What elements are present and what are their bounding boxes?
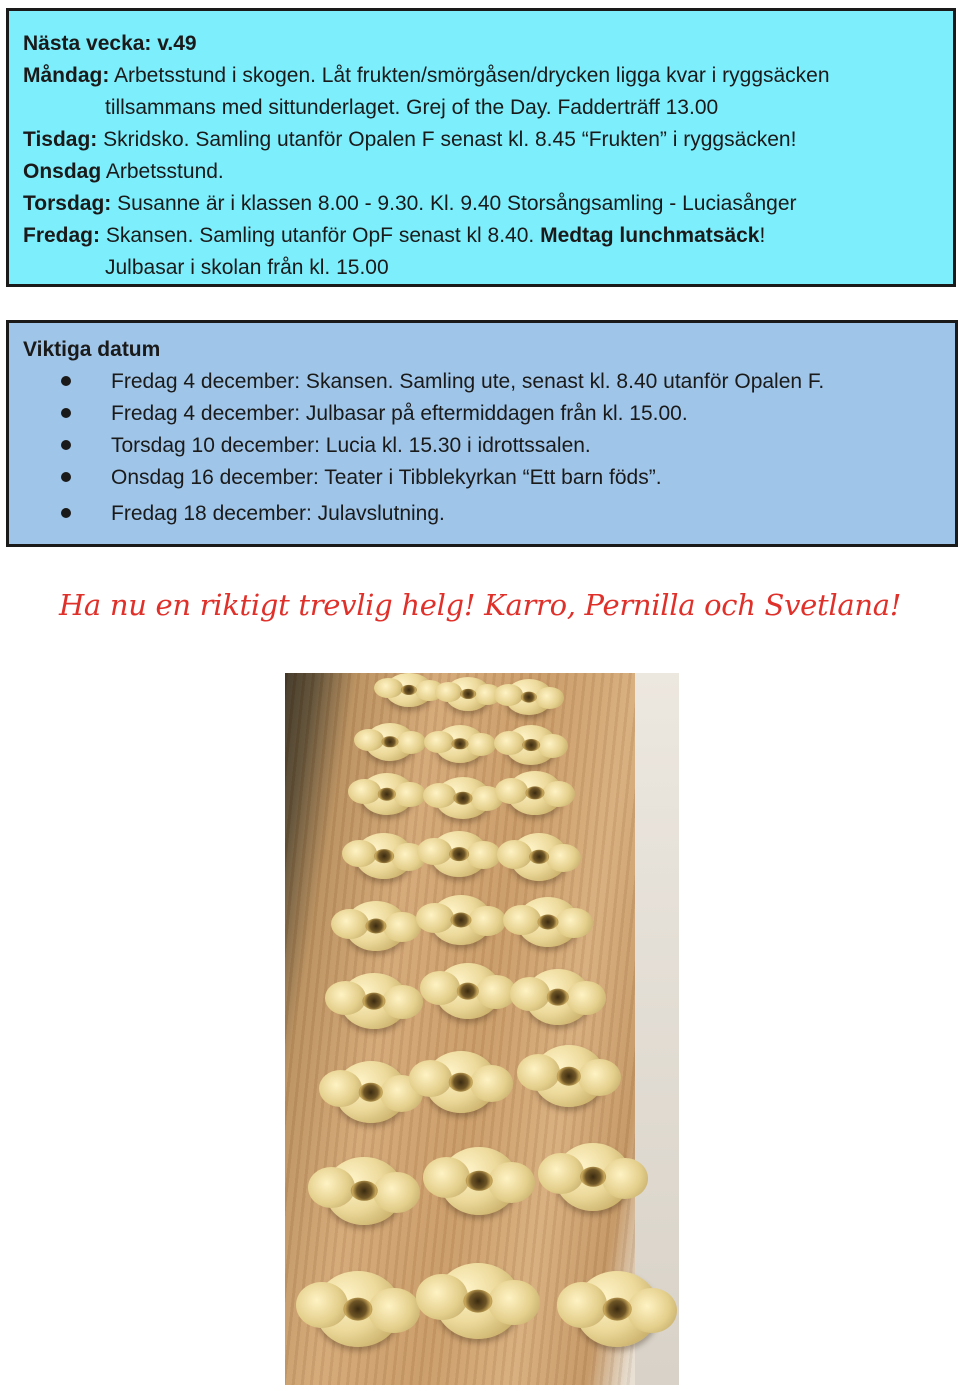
monday-continuation: tillsammans med sittunderlaget. Grej of the Day. Fadderträff 13.00: [105, 96, 719, 119]
week-title: Nästa vecka: v.49: [23, 32, 197, 55]
tealight-cup: [580, 1167, 606, 1187]
candle-holder-bun: [430, 831, 488, 877]
list-item-text: Torsdag 10 december: Lucia kl. 15.30 i idrottssalen.: [111, 434, 591, 457]
wednesday-text: Arbetsstund.: [101, 160, 224, 183]
thursday-label: Torsdag:: [23, 192, 112, 215]
candle-holder-bun: [507, 771, 563, 815]
thursday-kl: Kl.: [429, 192, 455, 215]
tealight-cup: [525, 786, 544, 799]
candle-holder-bun: [555, 1143, 631, 1211]
list-item: [23, 369, 923, 395]
friday-end: !: [759, 224, 766, 247]
tealight-cup: [463, 1290, 492, 1313]
wednesday-label: Onsdag: [23, 160, 102, 183]
monday-line: [23, 63, 830, 89]
tealight-cup: [450, 913, 471, 928]
candle-holder-bun: [517, 897, 579, 947]
candle-holder-bun: [435, 725, 485, 763]
tealight-cup: [351, 1181, 378, 1201]
tealight-cup: [365, 919, 386, 934]
candle-holder-bun: [335, 1061, 407, 1123]
wednesday-line: [23, 159, 224, 185]
candle-holder-bun: [510, 833, 568, 881]
candle-holder-bun: [505, 725, 557, 765]
candle-holder-bun: [360, 773, 414, 815]
tealight-cup: [521, 692, 537, 703]
bullet-icon: [61, 408, 71, 418]
bullet-icon: [61, 440, 71, 450]
friday-bold-text: Medtag lunchmatsäck: [540, 224, 760, 247]
candle-holder-bun: [430, 895, 492, 945]
tealight-cup: [452, 738, 469, 749]
friday-text: Skansen. Samling utanför OpF senast kl 8.40.: [100, 224, 541, 247]
list-item: [23, 501, 923, 527]
tealight-cup: [359, 1083, 383, 1102]
greeting-text: Ha nu en riktigt trevlig helg! Karro, Pernilla och Svetlana!: [58, 588, 902, 622]
candle-holder-bun: [355, 833, 413, 879]
friday-line: [23, 223, 765, 249]
tealight-cup: [374, 849, 394, 863]
tealight-cup: [557, 1067, 581, 1086]
important-dates-title: Viktiga datum: [23, 338, 161, 361]
candle-holder-bun: [385, 673, 433, 707]
tealight-cup: [343, 1298, 372, 1321]
candle-holder-bun: [575, 1271, 659, 1347]
candle-holder-bun: [325, 1157, 403, 1225]
candle-holder-bun: [435, 1263, 521, 1339]
tealight-cup: [401, 685, 417, 695]
candle-holder-bun: [435, 777, 491, 819]
weekly-schedule-box: [6, 8, 956, 287]
bullet-icon: [61, 472, 71, 482]
bullet-icon: [61, 376, 71, 386]
candle-holder-bun: [445, 677, 491, 711]
list-item: [23, 465, 923, 491]
thursday-text-2: 9.40 Storsångsamling - Luciasånger: [454, 192, 797, 215]
friday-continuation: Julbasar i skolan från kl. 15.00: [105, 256, 389, 279]
tealight-cup: [537, 915, 558, 930]
bullet-icon: [61, 508, 71, 518]
candle-holder-photo: [285, 673, 679, 1385]
candle-holder-bun: [315, 1271, 401, 1347]
list-item-text: Fredag 4 december: Julbasar på eftermiddagen från kl. 15.00.: [111, 402, 688, 425]
candle-holder-bun: [345, 901, 407, 951]
tealight-cup: [529, 850, 549, 864]
candle-holder-bun: [425, 1051, 497, 1113]
tealight-cup: [522, 739, 540, 751]
tealight-cup: [362, 993, 385, 1010]
tealight-cup: [466, 1171, 493, 1191]
tealight-cup: [382, 736, 399, 747]
candle-holder-bun: [340, 973, 408, 1029]
tealight-cup: [378, 788, 396, 801]
candle-holder-bun: [525, 969, 591, 1025]
thursday-text: Susanne är i klassen 8.00 - 9.30.: [111, 192, 430, 215]
candle-holder-bun: [505, 679, 553, 715]
tealight-cup: [460, 689, 476, 699]
candle-holder-bun: [365, 723, 415, 761]
tuesday-line: [23, 127, 796, 153]
important-dates-box: [6, 320, 958, 547]
tuesday-text: Skridsko. Samling utanför Opalen F senast kl. 8.45 “Frukten” i ryggsäcken!: [97, 128, 797, 151]
thursday-line: [23, 191, 797, 217]
tealight-cup: [603, 1298, 632, 1321]
tealight-cup: [453, 792, 472, 805]
tealight-cup: [547, 989, 569, 1006]
tealight-cup: [457, 983, 479, 1000]
monday-text: Arbetsstund i skogen. Låt frukten/smörgåsen/drycken ligga kvar i ryggsäcken: [109, 64, 830, 87]
candle-holder-bun: [435, 963, 501, 1019]
list-item: [23, 401, 923, 427]
candle-holder-bun: [533, 1045, 605, 1107]
list-item-text: Fredag 4 december: Skansen. Samling ute, senast kl. 8.40 utanför Opalen F.: [111, 370, 825, 393]
tealight-cup: [449, 847, 469, 861]
monday-label: Måndag:: [23, 64, 110, 87]
list-item: [23, 433, 923, 459]
candle-holder-bun: [440, 1147, 518, 1215]
list-item-text: Fredag 18 december: Julavslutning.: [111, 502, 445, 525]
friday-label: Fredag:: [23, 224, 101, 247]
tuesday-label: Tisdag:: [23, 128, 98, 151]
list-item-text: Onsdag 16 december: Teater i Tibblekyrkan “Ett barn föds”.: [111, 466, 662, 489]
tealight-cup: [449, 1073, 473, 1092]
